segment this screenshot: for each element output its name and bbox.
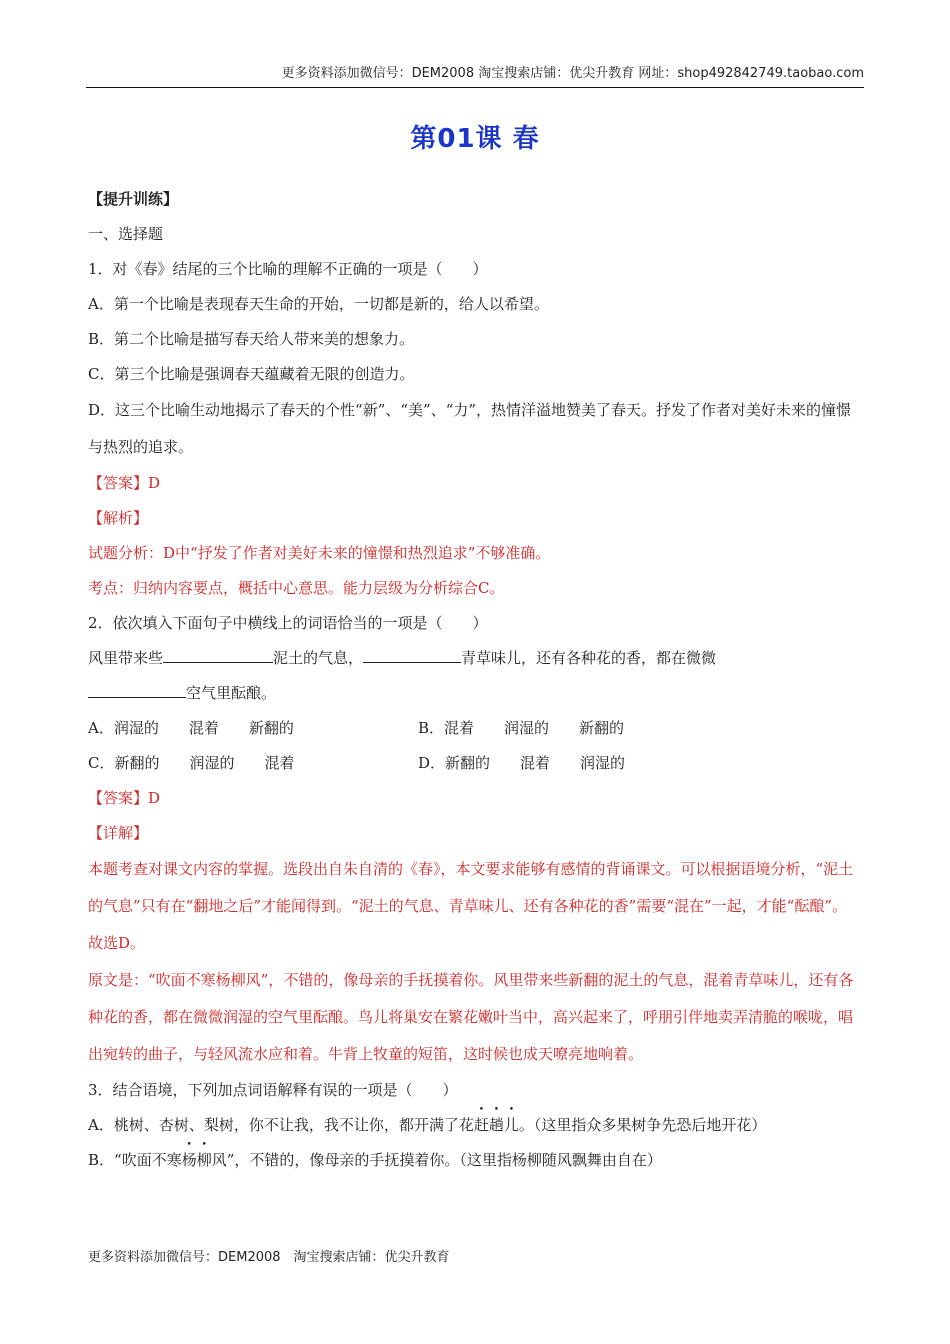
dotted-char: 杨 xyxy=(181,1151,197,1169)
question-3-option-b xyxy=(88,1143,860,1178)
question-2-detail-label: 【详解】 xyxy=(88,824,149,842)
question-2-option-c: C．新翻的 润湿的 混着 xyxy=(88,754,295,772)
option-text: B．“吹面不寒 xyxy=(88,1151,182,1169)
question-2-option-d: D．新翻的 混着 润湿的 xyxy=(418,754,626,772)
question-2-detail: 本题考查对课文内容的掌握。选段出自朱自清的《春》，本文要求能够有感情的背诵课文。可以根据语境分析，“泥土的气息”只有在“翻地之后”才能闻得到。“泥土的气息、青草味儿、还有各种花的香”需要“混在”一起，才能“酝酿”。故选D。 xyxy=(88,860,854,952)
page-title: 第01课 春 xyxy=(410,124,540,154)
question-3-option-a xyxy=(88,1108,860,1143)
question-2-options-row-1 xyxy=(88,711,860,746)
option-text: 。（这里指众多果树争先恐后地开花） xyxy=(518,1116,767,1134)
question-2-stem: 2．依次填入下面句子中横线上的词语恰当的一项是（ ） xyxy=(88,614,488,632)
question-1-analysis-2: 考点：归纳内容要点，概括中心意思。能力层级为分析综合C。 xyxy=(88,579,505,597)
question-1-option-a: A．第一个比喻是表现春天生命的开始，一切都是新的，给人以希望。 xyxy=(88,295,549,313)
dotted-word xyxy=(182,1151,212,1169)
page-footer: 更多资料添加微信号：DEM2008 淘宝搜索店铺：优尖升教育 xyxy=(88,1250,450,1265)
question-2-option-a: A．润湿的 混着 新翻的 xyxy=(88,719,294,737)
question-2-options-row-2 xyxy=(88,746,860,781)
question-1-answer: 【答案】D xyxy=(88,474,161,492)
page-header: 更多资料添加微信号：DEM2008 淘宝搜索店铺：优尖升教育 网址：shop492842749.taobao.com xyxy=(86,62,864,88)
sentence-part: 空气里酝酿。 xyxy=(186,684,277,702)
document-body xyxy=(88,182,860,1178)
dotted-char: 儿 xyxy=(503,1116,519,1134)
question-1-option-b: B．第二个比喻是描写春天给人带来美的想象力。 xyxy=(88,330,415,348)
dotted-char: 柳 xyxy=(196,1151,212,1169)
question-2-original-text: 原文是：“吹面不寒杨柳风”，不错的，像母亲的手抚摸着你。风里带来些新翻的泥土的气息，混着青草味儿，还有各种花的香，都在微微润湿的空气里酝酿。鸟儿将巢安在繁花嫩叶当中，高兴起来了，呼朋引伴地卖弄清脆的喉咙，唱出宛转的曲子，与轻风流水应和着。牛背上牧童的短笛，这时候也成天嘹亮地响着。 xyxy=(88,971,854,1063)
fill-blank-3 xyxy=(88,681,186,698)
dotted-word xyxy=(474,1116,519,1134)
fill-blank-2 xyxy=(363,646,461,663)
section-label: 【提升训练】 xyxy=(88,190,179,208)
question-2-sentence-2 xyxy=(88,676,860,711)
sentence-part: 风里带来些 xyxy=(88,649,164,667)
part-title: 一、选择题 xyxy=(88,225,164,243)
sentence-part: 青草味儿，还有各种花的香，都在微微 xyxy=(461,649,717,667)
question-1-option-d: D．这三个比喻生动地揭示了春天的个性“新”、“美”、“力”，热情洋溢地赞美了春天。抒发了作者对美好未来的憧憬与热烈的追求。 xyxy=(88,401,852,456)
question-1-stem: 1．对《春》结尾的三个比喻的理解不正确的一项是（ ） xyxy=(88,260,488,278)
question-2-option-b: B．混着 润湿的 新翻的 xyxy=(418,719,625,737)
question-1-option-c: C．第三个比喻是强调春天蕴藏着无限的创造力。 xyxy=(88,365,415,383)
option-text: 风”，不错的，像母亲的手抚摸着你。（这里指杨柳随风飘舞由自在） xyxy=(211,1151,662,1169)
fill-blank-1 xyxy=(163,646,273,663)
question-1-analysis-label: 【解析】 xyxy=(88,509,149,527)
dotted-char: 趟 xyxy=(488,1116,504,1134)
sentence-part: 泥土的气息， xyxy=(273,649,364,667)
question-1-analysis-1: 试题分析：D中“抒发了作者对美好未来的憧憬和热烈追求”不够准确。 xyxy=(88,544,551,562)
option-text: A．桃树、杏树、梨树，你不让我，我不让你，都开满了花 xyxy=(88,1116,474,1134)
question-3-stem: 3．结合语境，下列加点词语解释有误的一项是（ ） xyxy=(88,1081,458,1099)
dotted-char: 赶 xyxy=(473,1116,489,1134)
question-2-sentence-1 xyxy=(88,641,860,676)
question-2-answer: 【答案】D xyxy=(88,789,161,807)
